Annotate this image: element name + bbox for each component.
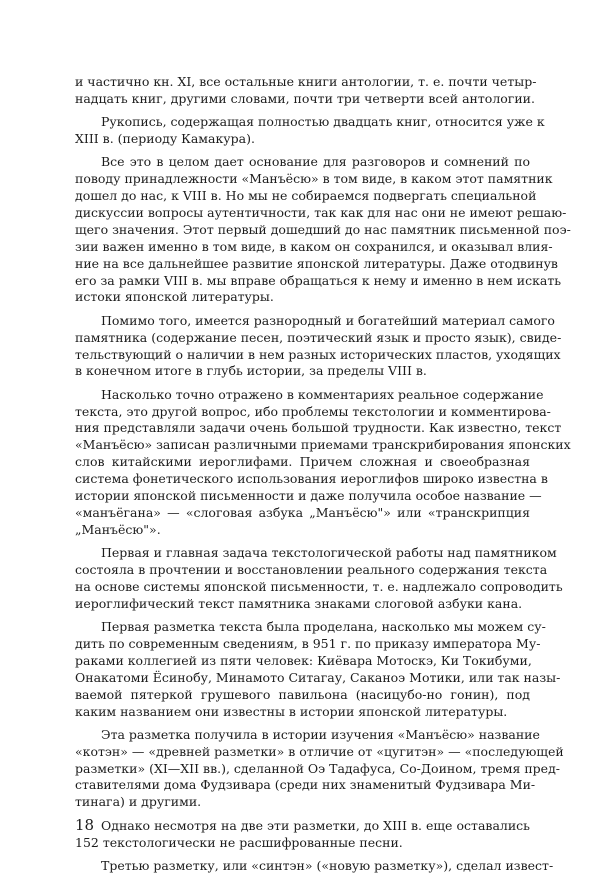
text-line: слов китайскими иероглифами. Причем сложная и своеобразная [75,454,530,470]
text-line: Насколько точно отражено в комментариях реальное содержание [101,386,544,402]
paragraph [75,74,537,108]
text-line: в конечном итоге в глубь истории, за пределы VIII в. [75,363,427,379]
text-line: ния представляли задачи очень большой трудности. Как известно, текст [75,420,562,436]
text-line: Третью разметку, или «синтэн» («новую разметку»), сделал извест- [101,857,554,873]
text-line: Все это в целом дает основание для разговоров и сомнений по [101,154,530,170]
text-line: Помимо того, имеется разнородный и богатейший материал самого [101,312,555,328]
text-line: ставителями дома Фудзивара (среди них знаменитый Фудзивара Ми- [75,777,536,793]
paragraph [75,726,564,811]
text-line: ние на все дальнейшее развитие японской литературы. Даже отодвинув [75,255,558,271]
text-line: текста, это другой вопрос, ибо проблемы текстологии и комментирова- [75,403,551,419]
text-line: на основе системы японской письменности, т. е. надлежало сопроводить [75,578,563,594]
text-line: «Манъёсю» записан различными приемами транскрибирования японских [75,437,571,453]
text-line: дискуссии вопросы аутентичности, так как для нас они не имеют решаю- [75,205,567,221]
paragraph [75,114,545,148]
text-line: раками коллегией из пяти человек: Киёвара Мотоскэ, Ки Токибуми, [75,652,532,668]
text-line: дить по современным сведениям, в 951 г. по приказу императора Му- [75,635,541,651]
paragraph [75,619,561,720]
page-text [75,74,571,875]
text-line: «манъёгана» — «слоговая азбука „Манъёсю"» или «транскрипция [75,504,530,520]
paragraph [75,154,571,306]
text-line: щего значения. Этот первый дошедший до нас памятник письменной поэ- [75,221,571,237]
text-line: тинага) и другими. [75,794,202,810]
paragraph [75,818,530,852]
text-line: состояла в прочтении и восстановлении реального содержания текста [75,562,548,577]
text-line: Однако несмотря на две эти разметки, до XIII в. еще оставались [101,817,530,833]
paragraph [75,545,563,613]
text-line: его за рамки VIII в. мы вправе обращаться к нему и именно в нем искать [75,272,562,288]
paragraph [75,386,571,539]
text-line: система фонетического использования иероглифов широко известна в [75,471,548,487]
text-line: Онакатоми Ёсинобу, Минамото Ситагау, Саканоэ Мотики, или так назы- [75,669,561,685]
paragraph [75,857,554,875]
text-line: 152 текстологически не расшифрованные песни. [75,834,403,850]
text-line: XIII в. (периоду Камакура). [75,131,255,147]
text-line: иероглифический текст памятника знаками слоговой азбуки кана. [75,595,523,611]
text-line: зии важен именно в том виде, в каком он сохранился, и оказывал влия- [75,238,553,254]
text-line: памятника (содержание песен, поэтический язык и просто язык), свиде- [75,329,562,345]
text-line: Рукопись, содержащая полностью двадцать книг, относится уже к [101,114,545,130]
text-line: и частично кн. XI, все остальные книги антологии, т. е. почти четыр- [75,74,537,89]
text-line: Эта разметка получила в истории изучения «Манъёсю» название [101,726,540,742]
text-line: Первая и главная задача текстологической работы над памятником [101,545,557,561]
text-line: каким названием они известны в истории японской литературы. [75,703,508,719]
text-line: Первая разметка текста была проделана, насколько мы можем су- [101,619,546,635]
text-line: поводу принадлежности «Манъёсю» в том виде, в каком этот памятник [75,171,553,187]
text-line: истоки японской литературы. [75,289,274,305]
page-number: 18 [75,816,95,834]
text-line: надцать книг, другими словами, почти три четверти всей антологии. [75,90,535,106]
text-line: дошел до нас, к VIII в. Но мы не собираемся подвергать специальной [75,188,537,204]
text-line: „Манъёсю"». [75,521,161,537]
text-line: разметки» (XI—XII вв.), сделанной Оэ Тадафуса, Со-Доином, тремя пред- [75,760,560,776]
text-line: тельствующий о наличии в нем разных исторических пластов, уходящих [75,346,561,362]
text-line: истории японской письменности и даже получила особое название — [75,488,542,504]
paragraph [75,312,562,381]
text-line: «котэн» — «древней разметки» в отличие от «цугитэн» — «последующей [75,743,564,759]
text-line: ваемой пятеркой грушевого павильона (насицубо-но гонин), под [75,686,530,702]
